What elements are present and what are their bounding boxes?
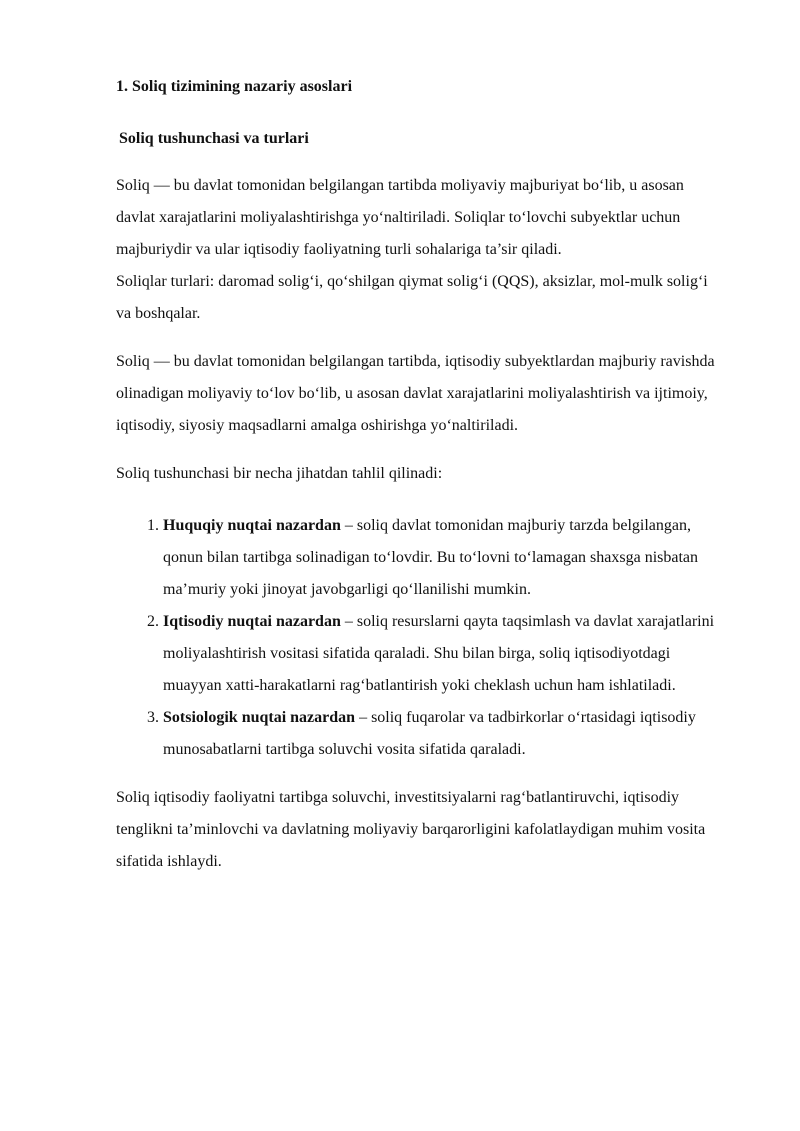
list-item-term: Huquqiy nuqtai nazardan	[163, 517, 341, 534]
list-item-term: Sotsiologik nuqtai nazardan	[163, 709, 356, 726]
list-item	[163, 606, 726, 702]
paragraph-definition: Soliq — bu davlat tomonidan belgilangan tartibda moliyaviy majburiyat bo‘lib, u asosan davlat xarajatlarini moliyalashtirishga yo‘naltiriladi. Soliqlar to‘lovchi subyektlar uchun majburiydir va ular iqtisodiy faoliyatning turli sohalariga ta’sir qiladi.	[116, 177, 684, 258]
paragraph-aspects-intro: Soliq tushunchasi bir necha jihatdan tahlil qilinadi:	[116, 465, 443, 482]
section-heading: 1. Soliq tizimining nazariy asoslari	[116, 78, 353, 95]
list-item-term: Iqtisodiy nuqtai nazardan	[163, 613, 341, 630]
paragraph-tax-types: Soliqlar turlari: daromad solig‘i, qo‘shilgan qiymat solig‘i (QQS), aksizlar, mol-mulk solig‘i va boshqalar.	[116, 273, 708, 322]
list-item-text: – soliq fuqarolar va tadbirkorlar o‘rtasidagi iqtisodiy munosabatlarni tartibga soluvchi vosita sifatida qaraladi.	[163, 709, 696, 758]
list-item	[163, 510, 726, 606]
list-item-text: – soliq resurslarni qayta taqsimlash va davlat xarajatlarini moliyalashtirish vositasi sifatida qaraladi. Shu bilan birga, soliq iqtisodiyotdagi muayyan xatti-harakatlarni rag‘batlantirish yoki cheklash uchun ham ishlatiladi.	[163, 613, 715, 694]
list-item-text: – soliq davlat tomonidan majburiy tarzda belgilangan, qonun bilan tartibga solinadigan to‘lovdir. Bu to‘lovni to‘lamagan shaxsga nisbatan ma’muriy yoki jinoyat javobgarligi qo‘llanilishi mumkin.	[163, 517, 699, 598]
document-page	[116, 76, 726, 878]
subsection-heading: Soliq tushunchasi va turlari	[119, 130, 309, 147]
list-item	[163, 702, 726, 766]
aspects-list	[116, 510, 726, 766]
paragraph-conclusion: Soliq iqtisodiy faoliyatni tartibga soluvchi, investitsiyalarni rag‘batlantiruvchi, iqtisodiy tenglikni ta’minlovchi va davlatning moliyaviy barqarorligini kafolatlaydigan muhim vosita sifatida ishlaydi.	[116, 789, 706, 870]
paragraph-definition-extended: Soliq — bu davlat tomonidan belgilangan tartibda, iqtisodiy subyektlardan majburiy ravishda olinadigan moliyaviy to‘lov bo‘lib, u asosan davlat xarajatlarini moliyalashtirish va ijtimoiy, iqtisodiy, siyosiy maqsadlarni amalga oshirishga yo‘naltiriladi.	[116, 353, 715, 434]
